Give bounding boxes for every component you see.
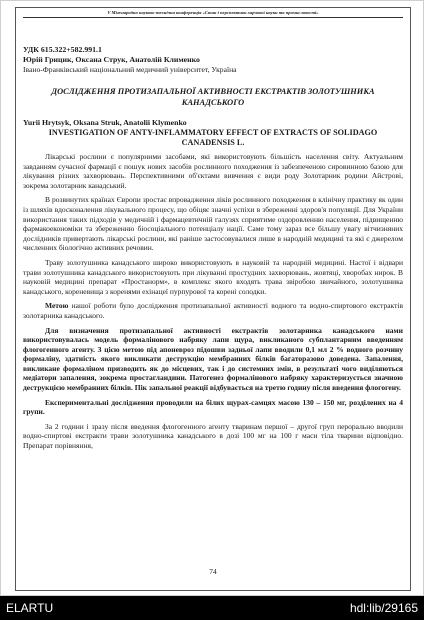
- footer-bar: [0, 596, 424, 620]
- paragraph-3: Траву золотушника канадського широко використовують в науковій та народній медицині. Настої і відвари трави золотушника канадського використовують при лікуванні простудних захворювань, жовтяці, хворобах нирок. В науковій медицині препарат «Простанорм», в комплекс якого входять трава звіробою звичайного, золотушника канадського, кореневища з коренями ехінацеї пурпурової та корені солодки.: [23, 257, 403, 296]
- authors-uk: Юрій Грицик, Оксана Струк, Анатолій Клименко: [23, 55, 200, 64]
- paragraph-6: Експериментальні дослідження проводили на білих щурах-самцях масою 130 – 150 мг, розділених на 4 групи.: [23, 397, 403, 417]
- page-number: 74: [209, 567, 217, 576]
- paragraph-1: Лікарські рослини є популярними засобами, які використовують більшість населення світу. Актуальним завданням сучасної фармації є пошук нових засобів рослинного походження із забезпеченою сировинною базою для лікування різних захворювань. Перспективними об'єктами вивчення є види роду Золотарник родини Айстрові, зокрема золотарник канадський.: [23, 152, 403, 190]
- title-uk: ДОСЛІДЖЕННЯ ПРОТИЗАПАЛЬНОЇ АКТИВНОСТІ ЕКСТРАКТІВ ЗОЛОТУШНИКА КАНАДСЬКОГО: [51, 87, 375, 107]
- conference-header: V Міжнародна науково-технічна конференція «Стан і перспективи харчової науки та промисловості»: [23, 10, 403, 18]
- aim-text: нашої роботи було дослідження протизапальної активності водного та водно-спиртового екстрактів золотарника канадського.: [23, 301, 403, 320]
- paragraph-2: В розвинутих країнах Європи зростає впровадження ліків рослинного походження в клінічну практику як один із шляхів вдосконалення лікувального процесу, що обіцяє значні успіхи в збереженні здоров'я популяції. Для України використання таких підходів у медичній і фармацевтичній галузях сприятиме оздоровленню населення, підвищенню фармакоекономіки та збереженню біосоціального потенціалу нації. Саме тому зараз все більшу увагу вітчизняних дослідників привертають лікарські рослини, які раніше застосовувалися лише в народній медицині та які є джерелом численних біологічно активних речовин.: [23, 195, 403, 253]
- article-body: [23, 45, 403, 456]
- affiliation-uk: Івано-Франківський національний медичний університет, Україна: [23, 65, 237, 74]
- authors-en: Yurii Hrytsyk, Oksana Struk, Anatolii Klymenko: [23, 118, 187, 127]
- handle-id: hdl:lib/29165: [349, 601, 418, 615]
- paragraph-5: Для визначення протизапальної активності екстрактів золотарника канадського нами використовувалась модель формалінового набряку лапи щура, викликаного субплантарним введенням флогогенного агенту. З цією метою під апоневроз підошви задньої лапи вводили 0,1 мл 2 % водного розчину формаліну, здатність якого викликати деструкцію мембранних білків багаторазово доведена. Запалення, викликане формаліном призводить як до місцевих, так і до системних змін, в результаті чого виділяються медіатори запалення, зокрема простагландини. Патогенез формалінового набряку характеризується значною деструкцією мембранних білків. Пік запальної реакції відбувається на третю годину після введення флогогену.: [23, 325, 403, 393]
- paragraph-4: [23, 301, 403, 320]
- udc-code: УДК 615.322+582.991.1: [23, 45, 102, 54]
- repository-name: ELARTU: [6, 601, 54, 615]
- paragraph-7: За 2 години і зразу після введення флогогенного агенту тваринам першої – другої груп перорально вводили водно-спиртові екстракти трави золотушника канадського в дозі 100 мг на 100 г маси тіла тварини відповідно. Препарат порівняння,: [23, 421, 403, 451]
- title-en: INVESTIGATION OF ANTY-INFLAMMATORY EFFECT OF EXTRACTS OF SOLIDAGO CANADENSIS L.: [48, 128, 378, 147]
- aim-keyword: Метою: [45, 301, 69, 311]
